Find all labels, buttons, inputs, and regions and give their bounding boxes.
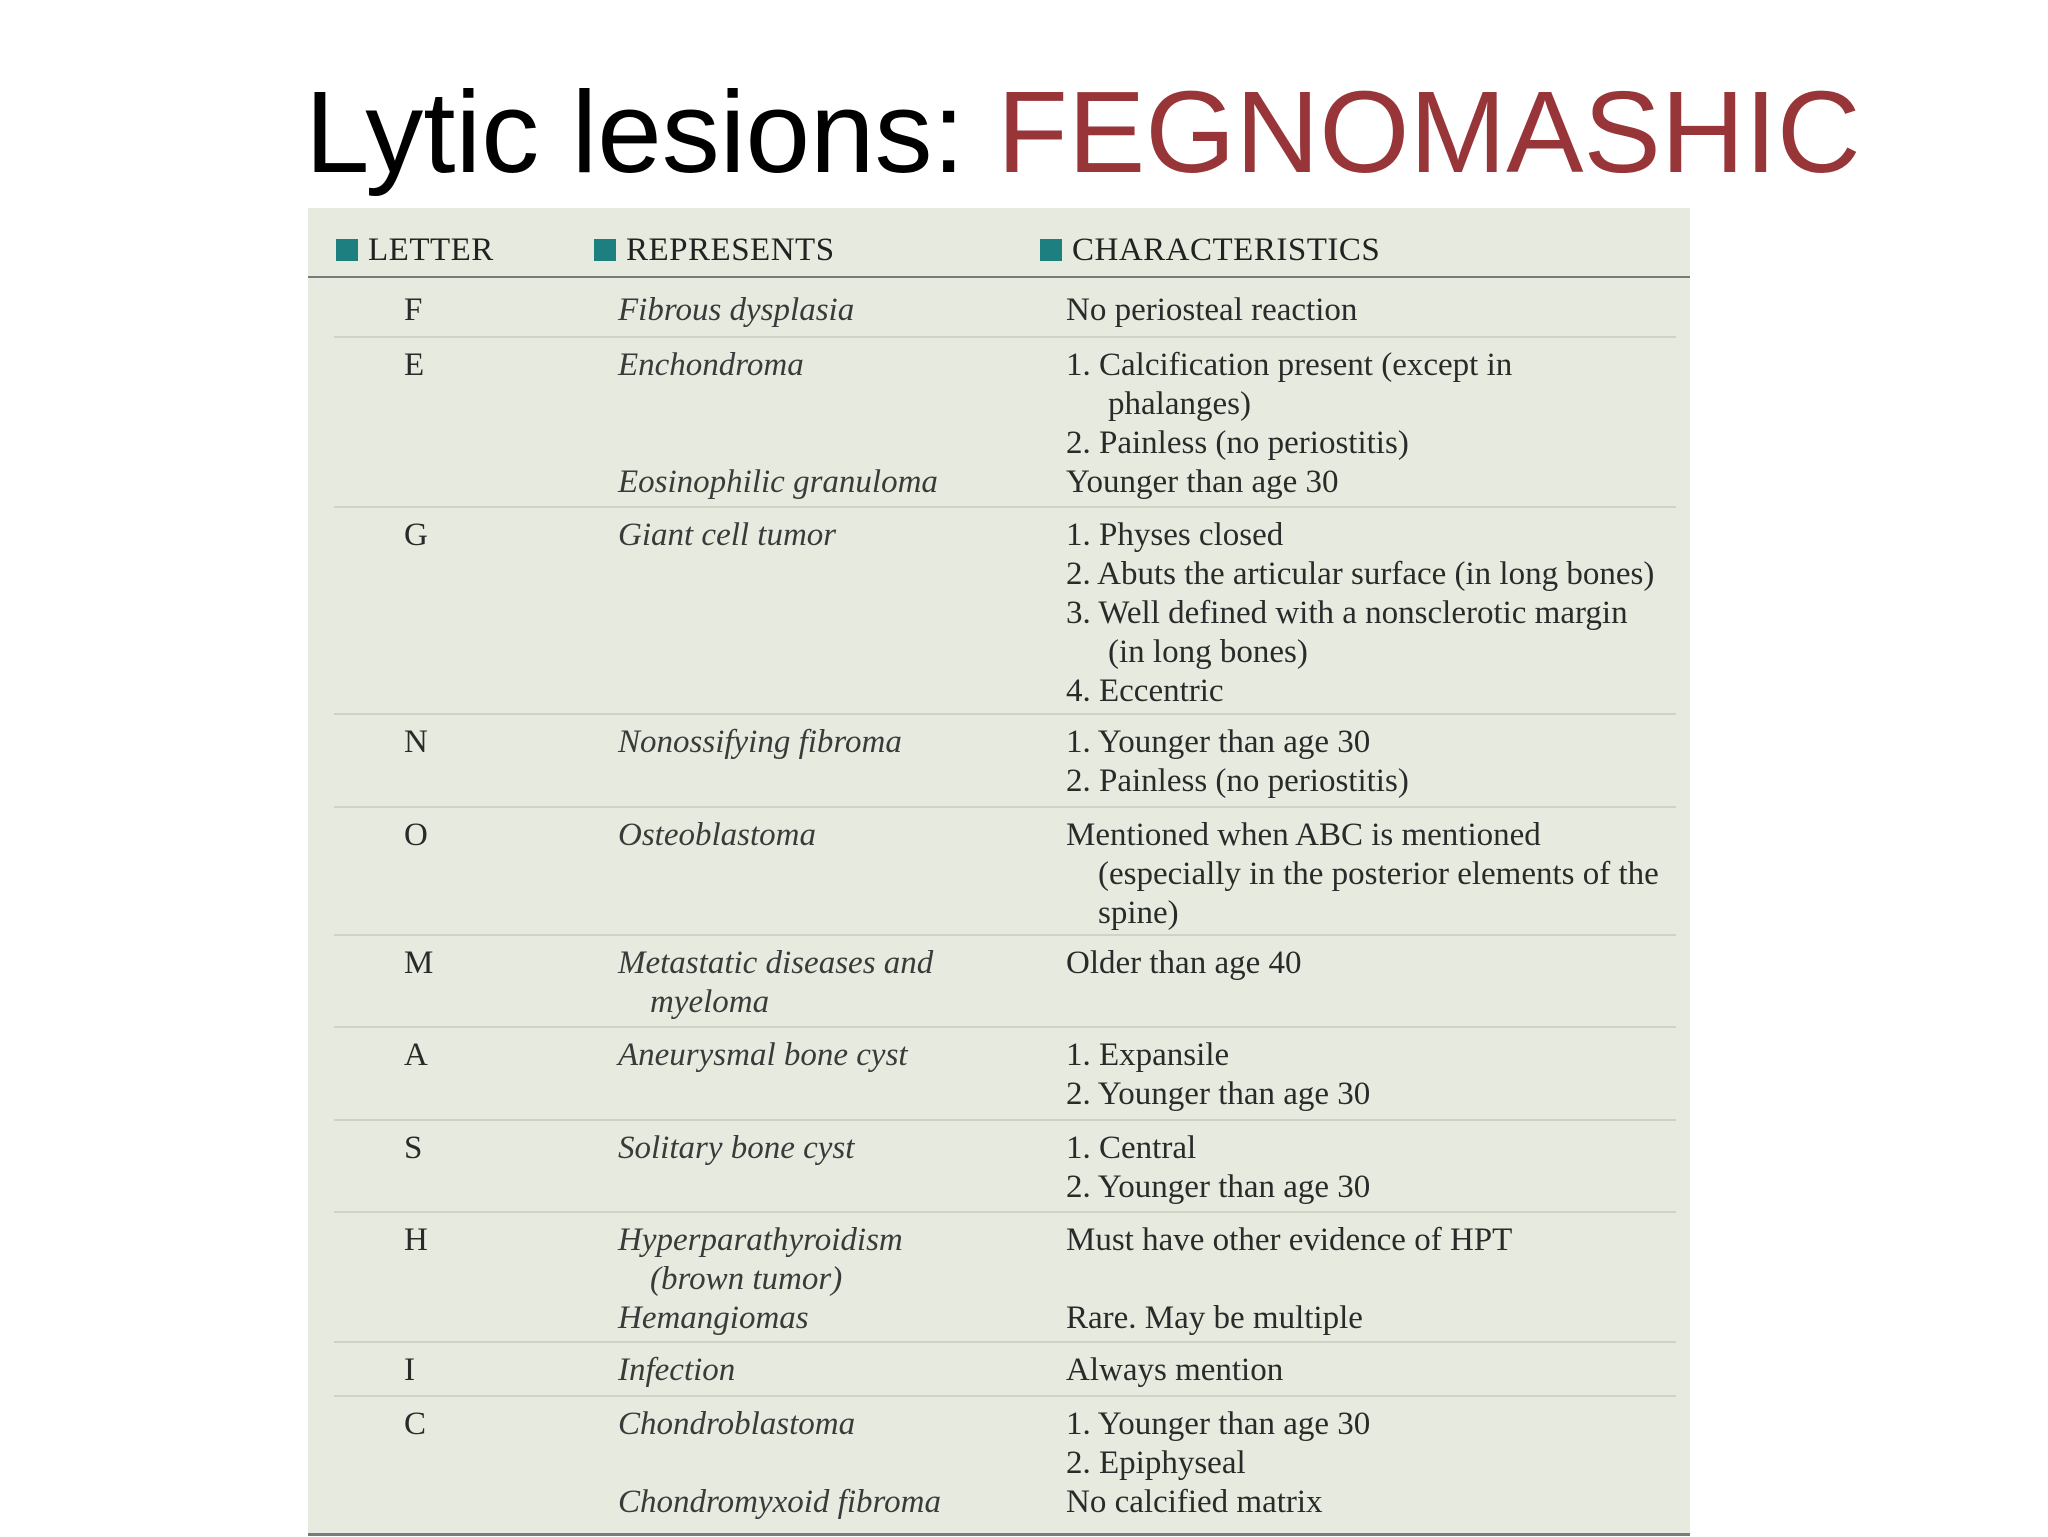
row-letter: F: [404, 292, 423, 328]
represents-line: myeloma: [650, 984, 770, 1020]
characteristic-line: 4. Eccentric: [1066, 673, 1224, 709]
characteristic-line: Younger than age 30: [1066, 464, 1339, 500]
represents-line: Infection: [618, 1352, 736, 1388]
characteristic-line: 1. Younger than age 30: [1066, 724, 1371, 760]
represents-line: [618, 424, 938, 463]
row-represents: [618, 1405, 941, 1522]
represents-line: Giant cell tumor: [618, 517, 837, 553]
row-characteristics: [1066, 1129, 1706, 1207]
represents-line: Chondroblastoma: [618, 1406, 856, 1442]
characteristic-line: 2. Epiphyseal: [1066, 1445, 1246, 1481]
row-represents: [618, 346, 938, 502]
represents-line: (brown tumor): [650, 1261, 843, 1297]
table-row: [334, 806, 1676, 936]
characteristic-line: 2. Younger than age 30: [1066, 1169, 1371, 1205]
header-square-icon: [594, 239, 616, 261]
characteristic-line: (in long bones): [1108, 634, 1308, 670]
characteristic-line: 1. Younger than age 30: [1066, 1406, 1371, 1442]
characteristic-line: No calcified matrix: [1066, 1484, 1323, 1520]
row-characteristics: [1066, 944, 1706, 983]
header-letter: LETTER: [336, 224, 494, 276]
characteristic-line: (especially in the posterior elements of the: [1098, 856, 1659, 892]
table-row: [334, 1211, 1676, 1343]
represents-line: Nonossifying fibroma: [618, 724, 902, 760]
characteristic-line: 1. Expansile: [1066, 1037, 1230, 1073]
title-accent: FEGNOMASHIC: [996, 67, 1861, 197]
represents-line: Hyperparathyroidism: [618, 1222, 903, 1258]
row-letter: N: [404, 724, 428, 760]
table-row: [334, 1026, 1676, 1121]
row-letter: M: [404, 945, 434, 981]
characteristic-line: 2. Painless (no periostitis): [1066, 763, 1409, 799]
row-letter: C: [404, 1406, 427, 1442]
row-characteristics: [1066, 816, 1706, 933]
row-represents: [618, 1351, 735, 1390]
represents-line: Metastatic diseases and: [618, 945, 934, 981]
title-main: Lytic lesions:: [305, 67, 997, 197]
represents-line: Enchondroma: [618, 347, 804, 383]
table-row: [334, 283, 1676, 336]
represents-line: Eosinophilic granuloma: [618, 464, 938, 500]
row-letter: H: [404, 1222, 428, 1258]
row-letter: E: [404, 347, 425, 383]
row-represents: [618, 816, 816, 855]
row-characteristics: [1066, 1036, 1706, 1114]
header-represents: REPRESENTS: [594, 224, 835, 276]
row-represents: [618, 291, 854, 330]
characteristic-line: No periosteal reaction: [1066, 292, 1358, 328]
table-row: [334, 336, 1676, 508]
lesion-table: [308, 208, 1690, 1536]
characteristic-line: Always mention: [1066, 1352, 1284, 1388]
row-letter: I: [404, 1352, 415, 1388]
row-characteristics: [1066, 723, 1706, 801]
characteristic-line: 1. Physes closed: [1066, 517, 1284, 553]
table-row: [334, 1119, 1676, 1213]
represents-line: Solitary bone cyst: [618, 1130, 855, 1166]
characteristic-line: 1. Central: [1066, 1130, 1197, 1166]
characteristic-line: phalanges): [1108, 386, 1251, 422]
row-characteristics: [1066, 1351, 1706, 1390]
row-represents: [618, 1129, 854, 1168]
characteristic-line: 2. Painless (no periostitis): [1066, 425, 1409, 461]
represents-line: Osteoblastoma: [618, 817, 816, 853]
row-represents: [618, 516, 836, 555]
represents-line: Hemangiomas: [618, 1300, 809, 1336]
row-characteristics: [1066, 346, 1706, 502]
row-letter: A: [404, 1037, 428, 1073]
characteristic-line: spine): [1098, 895, 1179, 931]
represents-line: Fibrous dysplasia: [618, 292, 855, 328]
represents-line: [618, 385, 938, 424]
table-row: [334, 934, 1676, 1028]
header-square-icon: [336, 239, 358, 261]
characteristic-line: Must have other evidence of HPT: [1066, 1222, 1513, 1258]
characteristic-line: Older than age 40: [1066, 945, 1302, 981]
row-represents: [618, 1036, 908, 1075]
represents-line: Aneurysmal bone cyst: [618, 1037, 908, 1073]
represents-line: Chondromyxoid fibroma: [618, 1484, 941, 1520]
row-represents: [618, 944, 933, 1022]
table-row: [334, 1341, 1676, 1397]
header-divider: [308, 276, 1690, 278]
characteristic-line: Mentioned when ABC is mentioned: [1066, 817, 1541, 853]
table-row: [334, 1395, 1676, 1537]
characteristic-line: 1. Calcification present (except in: [1066, 347, 1513, 383]
represents-line: [618, 1444, 941, 1483]
table-row: [334, 713, 1676, 808]
row-letter: G: [404, 517, 428, 553]
row-characteristics: [1066, 1405, 1706, 1522]
table-row: [334, 506, 1676, 715]
characteristic-line: [1066, 1260, 1706, 1299]
row-characteristics: [1066, 516, 1706, 711]
row-represents: [618, 723, 902, 762]
header-square-icon: [1040, 239, 1062, 261]
row-letter: O: [404, 817, 428, 853]
characteristic-line: 2. Younger than age 30: [1066, 1076, 1371, 1112]
row-letter: S: [404, 1130, 423, 1166]
characteristic-line: 3. Well defined with a nonsclerotic margin: [1066, 595, 1628, 631]
characteristic-line: 2. Abuts the articular surface (in long bones): [1066, 556, 1655, 592]
row-characteristics: [1066, 291, 1706, 330]
slide-title: [305, 62, 1861, 202]
row-represents: [618, 1221, 903, 1338]
row-characteristics: [1066, 1221, 1706, 1338]
header-characteristics: CHARACTERISTICS: [1040, 224, 1380, 276]
characteristic-line: Rare. May be multiple: [1066, 1300, 1363, 1336]
